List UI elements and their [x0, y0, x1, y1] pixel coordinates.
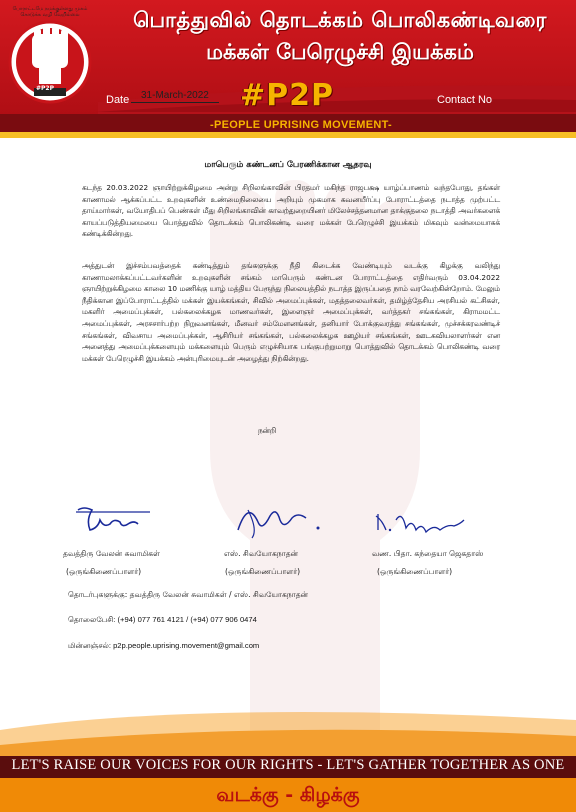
- footer-north-east: வடக்கு - கிழக்கு: [216, 784, 360, 806]
- date-label: Date: [106, 94, 130, 106]
- footer-wave-decoration: [0, 690, 576, 756]
- logo-tagline: போராட்டமே நமக்குள்ளது முகம் கொடுக்க வழி வேறில்லை: [12, 6, 88, 18]
- signer-name-1: தவத்திரு வேலன் சுவாமிகள்: [63, 549, 160, 558]
- letter-subject: மாபெரும் கண்டனப் பேரணிக்கான ஆதரவு: [204, 160, 372, 170]
- closing-thanks: நன்றி: [258, 426, 277, 435]
- signer-name-3: வண. பிதா. கந்தையா ஜெகதாஸ்: [372, 549, 484, 558]
- paragraph-condemnation: கடந்த 20.03.2022 ஞாயிற்றுக்கிழமை அன்று சிறிலங்காவின் பிரதமர் மகிந்த ராஜபக்ஷ யாழ்ப்பாணம் வந்தபோது, தங்கள் காணாமல் ஆக்கப்பட்ட உறவுகளின் உண்மைநிலையை அறியும் முகமாக கவனயீர்ப்பு போராட்டத்தை நடாத்த முற்பட்ட தாய்மார்கள், வயோதிபப் பெண்கள் மீது சிறிலங்காவின் காவற்துறையினர் மிலேச்சத்தனமான தாக்குதலை நடாத்தி அவர்களைக் காயப்படுத்தியமையை பொத்துவில் தொடக்கம் பொலிகண்டி வரை மக்கள் பேரெழுச்சி இயக்கம் மிகவும் வன்மையாகக் கண்டிக்கின்றது.: [82, 183, 500, 239]
- movement-title-line1: பொத்துவில் தொடக்கம் பொலிகண்டிவரை: [133, 8, 547, 32]
- signature-velan-icon: [70, 500, 160, 540]
- signer-role-3: (ஒருங்கிணைப்பாளர்): [377, 567, 453, 576]
- hashtag-p2p: #P2P: [240, 78, 334, 113]
- contact-persons: தொடர்புகளுக்கு: தவத்திரு வேலன் சுவாமிகள் / எஸ். சிவயோகநாதன்: [68, 590, 309, 599]
- paragraph-invitation: அத்துடன் இச்சம்பவத்தைக் கண்டித்தும் தங்களுக்கு நீதி கிடைக்க வேண்டியும் வடக்கு கிழக்கு வலிந்து காணாமலாக்கப்பட்டவர்களின் உறவுகளின் சங்கம் மாபெரும் கண்டன போராட்டத்தை எதிர்வரும் 03.04.2022 ஞாயிற்றுக்கிழமை காலை 10 மணிக்கு யாழ் மத்திய பேரூந்து நிலையத்தில் நடாத்த இருப்பதை நாம் வரவேற்கின்றோம். மேலும் நீதிக்கான இப்போராட்டத்தில் மக்கள் இயக்கங்கள், சிவில் அமைப்புக்கள், மதத்தலைவர்கள், தமிழ்த்தேசிய அரசியல் கட்சிகள், மகளிர் அமைப்புக்கள், பல்கலைக்கழக மாணவர்கள், இளைஞர் அமைப்புக்கள், வர்த்தகர் சங்கங்கள், கிராமமட்ட அமைப்புக்கள், அரசசார்பற்ற நிறுவனங்கள், மீனவர் சம்மேளனங்கள், தனியார் போக்குவரத்து சங்கங்கள், முச்சக்கரவண்டிச் சங்கங்கள், விவசாய அமைப்புக்கள், ஆசிரியர் சங்கங்கள், பல்கலைக்கழக ஊழியர் சங்கங்கள், ஊடகவியலாளர்கள் என அனைத்து அமைப்புக்களையும் மக்களையும் பெரும் எழுச்சியாக பங்குபற்றுமாறு பொத்துவில் தொடக்கம் பொலிகண்டி வரை மக்கள் பேரெழுச்சி இயக்கம் அன்புரிமையுடன் அழைத்து நிற்கின்றது.: [82, 261, 500, 363]
- signature-jegathas-icon: [368, 500, 478, 540]
- signer-role-2: (ஒருங்கிணைப்பாளர்): [225, 567, 301, 576]
- contact-phone: தொலைபேசி: (+94) 077 761 4121 / (+94) 077 906 0474: [68, 615, 257, 624]
- signature-sivayoganathan-icon: [228, 500, 328, 540]
- logo-badge: #P2P: [36, 85, 54, 92]
- movement-title-line2: மக்கள் பேரெழுச்சி இயக்கம்: [206, 40, 474, 64]
- contact-email[interactable]: மின்னஞ்சல்: p2p.people.uprising.movement@gmail.com: [68, 641, 260, 650]
- p2p-fist-logo-icon: [6, 4, 94, 116]
- signer-role-1: (ஒருங்கிணைப்பாளர்): [66, 567, 142, 576]
- signer-name-2: எஸ். சிவயோகநாதன்: [224, 549, 299, 558]
- letterhead: [0, 0, 576, 140]
- contact-no-label: Contact No: [437, 94, 493, 106]
- date-value: 31-March-2022: [131, 90, 219, 103]
- footer-slogan: LET'S RAISE OUR VOICES FOR OUR RIGHTS - LET'S GATHER TOGETHER AS ONE: [11, 757, 565, 773]
- movement-subtitle: -PEOPLE UPRISING MOVEMENT-: [210, 119, 392, 131]
